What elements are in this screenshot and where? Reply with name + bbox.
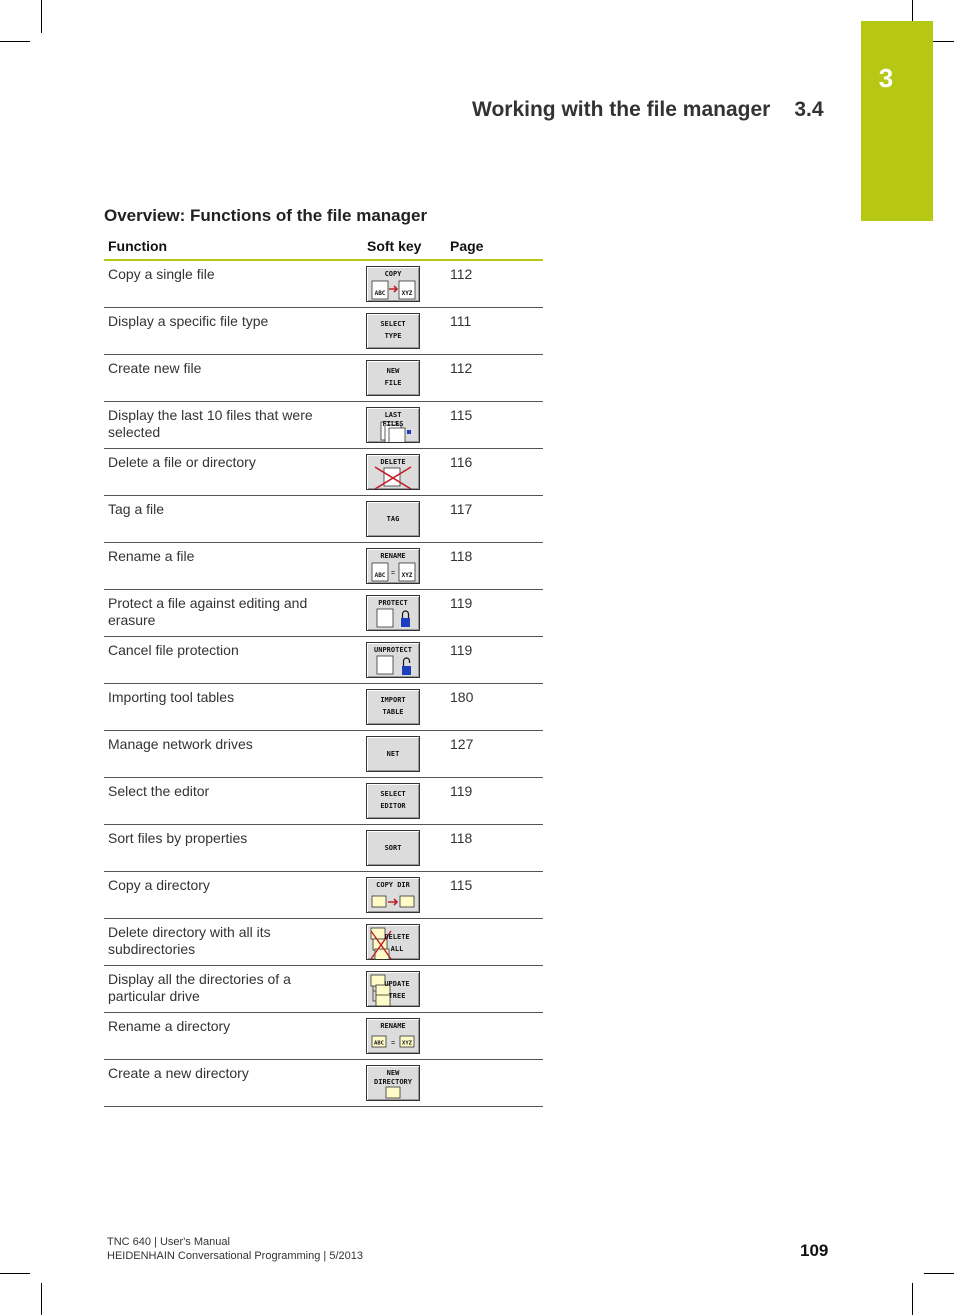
function-description: Cancel file protection xyxy=(108,642,239,658)
softkey-button xyxy=(366,783,420,819)
softkey-label: SORT xyxy=(384,844,402,852)
footer xyxy=(107,1235,363,1263)
crop-mark xyxy=(924,1273,954,1274)
svg-text:ABC: ABC xyxy=(374,290,386,297)
function-description: Tag a file xyxy=(108,501,165,517)
table-row xyxy=(104,637,543,684)
page-reference: 119 xyxy=(450,783,473,799)
table-row xyxy=(104,1013,543,1060)
table-row xyxy=(104,1060,543,1107)
column-header-softkey: Soft key xyxy=(367,238,422,254)
table-row xyxy=(104,449,543,496)
crop-mark xyxy=(0,41,30,42)
softkey-label: SELECT xyxy=(380,790,406,798)
function-description: Copy a single file xyxy=(108,266,215,282)
function-description: Display a specific file type xyxy=(108,313,269,329)
table-row xyxy=(104,684,543,731)
svg-text:=: = xyxy=(390,1040,396,1047)
softkey-label: SELECT xyxy=(380,320,406,328)
function-description: Copy a directory xyxy=(108,877,210,893)
table-row xyxy=(104,872,543,919)
function-description: Create new file xyxy=(108,360,202,376)
softkey-label-line-2: ALL xyxy=(390,945,404,953)
softkey-label-line-2: DIRECTORY xyxy=(374,1078,412,1086)
softkey-button xyxy=(366,924,420,960)
header-section: 3.4 xyxy=(794,98,824,121)
function-description: Rename a directory xyxy=(108,1018,231,1034)
function-description: Display the last 10 files that were selected xyxy=(108,407,313,440)
softkey-button xyxy=(366,1065,420,1101)
softkey-button xyxy=(366,642,420,678)
softkey-label-line-2: EDITOR xyxy=(380,802,406,810)
page-reference: 117 xyxy=(450,501,473,517)
softkey-label-line-2: TREE xyxy=(388,992,406,1000)
softkey-label-line-2: FILES xyxy=(382,420,404,428)
footer-line-2: HEIDENHAIN Conversational Programming | 5/2013 xyxy=(107,1250,363,1262)
softkey-label-line-2: FILE xyxy=(384,379,402,387)
softkey-label: RENAME xyxy=(380,552,406,560)
svg-text:XYZ: XYZ xyxy=(402,1040,412,1047)
table-row xyxy=(104,825,543,872)
svg-text:=: = xyxy=(390,570,396,577)
function-description: Delete a file or directory xyxy=(108,454,256,470)
softkey-button xyxy=(366,548,420,584)
softkey-label: TAG xyxy=(386,515,400,523)
softkey-button xyxy=(366,830,420,866)
softkey-button xyxy=(366,877,420,913)
footer-line-1: TNC 640 | User's Manual xyxy=(107,1236,230,1248)
function-description: Importing tool tables xyxy=(108,689,235,705)
softkey-button xyxy=(366,736,420,772)
page-reference: 119 xyxy=(450,642,473,658)
page-reference: 118 xyxy=(450,548,473,564)
chapter-tab xyxy=(861,21,933,221)
page-reference: 115 xyxy=(450,407,473,423)
table-row xyxy=(104,308,543,355)
softkey-button xyxy=(366,360,420,396)
softkey-label: COPY DIR xyxy=(376,881,410,889)
page-reference: 112 xyxy=(450,360,473,376)
chapter-number: 3 xyxy=(878,63,894,93)
page-reference: 119 xyxy=(450,595,473,611)
header-title: Working with the file manager xyxy=(472,98,771,121)
table-row xyxy=(104,355,543,402)
svg-text:XYZ: XYZ xyxy=(401,290,413,297)
crop-mark xyxy=(41,0,42,33)
table-row xyxy=(104,731,543,778)
softkey-button xyxy=(366,266,420,302)
function-description: Delete directory with all its subdirectories xyxy=(108,924,271,957)
page-number: 109 xyxy=(800,1241,829,1260)
page-reference: 111 xyxy=(450,313,472,329)
softkey-button xyxy=(366,595,420,631)
softkey-label: NET xyxy=(386,750,400,758)
softkey-label: NEW xyxy=(386,1069,400,1077)
page-reference: 118 xyxy=(450,830,473,846)
softkey-label: UNPROTECT xyxy=(374,646,412,654)
softkey-label: UPDATE xyxy=(384,980,410,988)
softkey-label: PROTECT xyxy=(378,599,408,607)
softkey-button xyxy=(366,501,420,537)
function-description: Protect a file against editing and erasure xyxy=(108,595,308,628)
svg-text:ABC: ABC xyxy=(374,1040,384,1047)
softkey-button xyxy=(366,313,420,349)
table-row xyxy=(104,919,543,966)
table-body xyxy=(104,261,543,1107)
softkey-button xyxy=(366,407,420,443)
softkey-button xyxy=(366,1018,420,1054)
softkey-label-line-2: TABLE xyxy=(382,708,404,716)
function-description: Display all the directories of a particular drive xyxy=(108,971,291,1004)
running-header xyxy=(472,98,824,122)
function-description: Create a new directory xyxy=(108,1065,249,1081)
crop-mark xyxy=(0,1273,30,1274)
softkey-button xyxy=(366,971,420,1007)
page-reference: 127 xyxy=(450,736,474,752)
svg-text:ABC: ABC xyxy=(374,572,386,579)
softkey-label-line-2: TYPE xyxy=(384,332,402,340)
table-row xyxy=(104,778,543,825)
column-header-function: Function xyxy=(108,238,168,254)
softkey-label: LAST xyxy=(384,411,402,419)
softkey-label: NEW xyxy=(386,367,400,375)
softkey-label: RENAME xyxy=(380,1022,406,1030)
table-row xyxy=(104,966,543,1013)
page-reference: 180 xyxy=(450,689,474,705)
function-description: Rename a file xyxy=(108,548,195,564)
function-description: Manage network drives xyxy=(108,736,253,752)
softkey-label: IMPORT xyxy=(380,696,406,704)
table-row xyxy=(104,261,543,308)
table-row xyxy=(104,543,543,590)
softkey-label: DELETE xyxy=(380,458,406,466)
page-reference: 115 xyxy=(450,877,473,893)
table-header xyxy=(104,235,543,261)
crop-mark xyxy=(41,1283,42,1315)
page-reference: 112 xyxy=(450,266,473,282)
column-header-page: Page xyxy=(450,238,484,254)
page-reference: 116 xyxy=(450,454,473,470)
table-row xyxy=(104,590,543,637)
softkey-button xyxy=(366,689,420,725)
function-description: Select the editor xyxy=(108,783,210,799)
softkey-label: DELETE xyxy=(384,933,410,941)
svg-text:XYZ: XYZ xyxy=(401,572,413,579)
table-row xyxy=(104,402,543,449)
softkey-button xyxy=(366,454,420,490)
table-row xyxy=(104,496,543,543)
section-title: Overview: Functions of the file manager xyxy=(104,206,428,225)
softkey-label: COPY xyxy=(384,270,402,278)
crop-mark xyxy=(912,1283,913,1315)
function-description: Sort files by properties xyxy=(108,830,248,846)
functions-table xyxy=(104,235,543,1107)
